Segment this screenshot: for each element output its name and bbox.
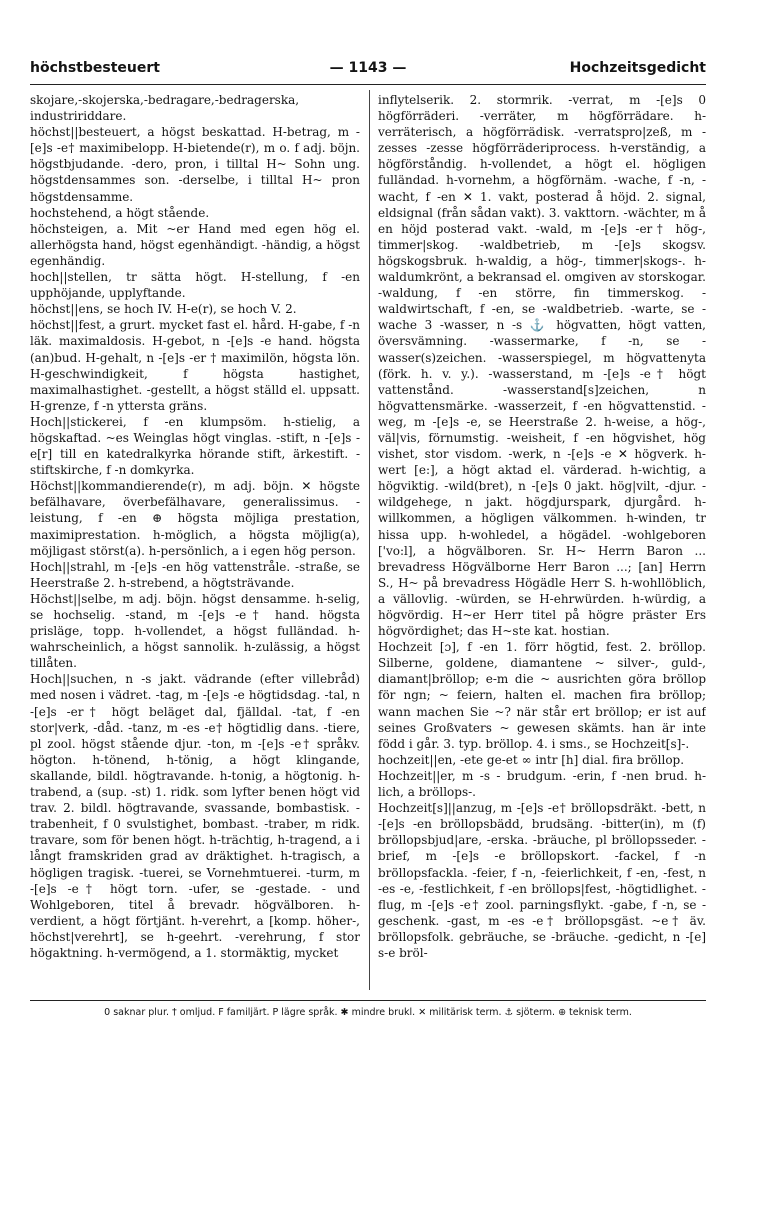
dictionary-entry: Hoch||suchen, n -s jakt. vädrande (efter villebråd) med nosen i vädret. -tag, m -[e]s -e högtidsdag. -tal, n -[e]s -er† högt beläget dal, fjälldal. -tat, f -en stor|verk, -dåd. -tanz, m -es -e† högtidlig dans. -tiere, pl zool. högst stående djur. -ton, m -[e]s -e† språkv. högton. h-tönend, h-tönig, a högt klingande, skallande, bildl. högtravande. h-tonig, a högtonig. h-trabend, a (sup. -st) 1. ridk. som lyfter benen högt vid trav. 2. bildl. högtravande, svassande, bombastisk. -trabenheit, f 0 svulstighet, bombast. -traber, m ridk. travare, som för benen högt. h-trächtig, h-tragend, a i långt framskriden grad av dräktighet. h-tragisch, a högligen tragisk. -tuerei, se Vornehmtuerei. -turm, m -[e]s -e† högt torn. -ufer, se -gestade. - und Wohlgeboren, titel å brevadr. högvälboren. h-verdient, a högt förtjänt. h-verehrt, a [komp. höher-, höchst|verehrt], se h-geehrt. -verehrung, f stor högaktning. h-vermögend, a 1. stormäktig, mycket (30, 672, 360, 960)
dictionary-entry: skojare,-skojerska,-bedragare,-bedragerska, industririddare. (30, 93, 300, 124)
dictionary-entry: hoch||stellen, tr sätta högt. H-stellung, f -en upphöjande, upplyftande. (30, 270, 360, 301)
dictionary-entry: hochzeit||en, -ete ge-et ∞ intr [h] dial. fira bröllop. (378, 752, 685, 767)
dictionary-entry: Höchst||selbe, m adj. böjn. högst densamme. h-selig, se hochselig. -stand, m -[e]s -e† hand. högsta prisläge, topp. h-vollendet, a högst fulländad. h-wahrscheinlich, a högst sannolik. h-zulässig, a högst tillåten. (30, 591, 360, 671)
page-number: — 1143 — (329, 60, 407, 76)
dictionary-entry: Hoch||strahl, m -[e]s -en hög vattenstråle. -straße, se Heerstraße 2. h-strebend, a högtsträvande. (30, 559, 360, 590)
dictionary-entry: hochstehend, a högt stående. (30, 205, 210, 220)
dictionary-entry: Höchst||kommandierende(r), m adj. böjn. ✕ högste befälhavare, överbefälhavare, generalissimus. -leistung, f -en ⊕ högsta möjliga prestation, maximiprestation. h-möglich, a högsta möjlig(a), möjligast störst(a). h-persönlich, a i egen hög person. (30, 479, 360, 558)
header-left-guideword: höchstbesteuert (30, 60, 160, 76)
page-header (30, 60, 706, 82)
dictionary-entry: Hoch||stickerei, f -en klumpsöm. h-stielig, a högskaftad. ~es Weinglas högt vinglas. -stift, n -[e]s -e[r] till en katedralkyrka hörande stift, ärkestift. -stiftskirche, f -n domkyrka. (30, 414, 360, 478)
header-right-guideword: Hochzeitsgedicht (569, 60, 706, 76)
column-divider (369, 90, 370, 990)
dictionary-entry: inflytelserik. 2. stormrik. -verrat, m -[e]s 0 högförräderi. -verräter, m högförrädare. h-verräterisch, a högförrädisk. -verratspro|zeß, m -zesses -zesse högförräderiprocess. h-verständig, a högförståndig. h-vollendet, a högt el. högligen fulländad. h-vornehm, a högförnäm. -wache, f -n, -wacht, f -en ✕ 1. vakt, posterad å höjd. 2. signal, eldsignal (från sådan vakt). 3. vakttorn. -wächter, m å en höjd posterad vakt. -wald, m -[e]s -er† hög-, timmer|skog. -waldbetrieb, m -[e]s skogsv. högskogsbruk. h-waldig, a hög-, timmer|skogs-. h-waldumkrönt, a bekransad el. omgiven av storskogar. -waldung, f -en större, fin timmerskog. -waldwirtschaft, f -en, se -waldbetrieb. -warte, se -wache 3 -wasser, n -s ⚓ högvatten, högt vatten, översvämning. -wassermarke, f -n, se -wasser(s)zeichen. -wasserspiegel, m högvattenyta (förk. h. v. y.). -wasserstand, m -[e]s -e† högt vattenstånd. -wasserstand[s]zeichen, n högvattensmärke. -wasserzeit, f -en högvattenstid. -weg, m -[e]s -e, se Heerstraße 2. h-weise, a hög-, väl|vis, förnumstig. -weisheit, f -en högvishet, hög vishet, stor visdom. -werk, n -[e]s -e ✕ högverk. h-wert [e:], a högt aktad el. värderad. h-wichtig, a högviktig. -wild(bret), n -[e]s 0 jakt. hög|vilt, -djur. -wildgehege, n jakt. högdjurspark, djurgård. h-willkommen, a högligen välkommen. h-winden, tr hissa upp. h-wohledel, a högädel. -wohlgeboren ['vo:l], a högvälboren. Sr. H~ Herrn Baron ... brevadress Högvälborne Herr Baron ...; [an] Herrn S., H~ på brevadress Högädle Herr S. h-wohllöblich, a vällovlig. -würden, se H-ehrwürden. h-würdig, a högvördig. H~er Herr titel på högre präster Ers högvördighet; das H~ste kat. hostian. (378, 93, 706, 639)
header-rule (30, 84, 706, 85)
dictionary-entry: höchst||besteuert, a högst beskattad. H-betrag, m -[e]s -e† maximibelopp. H-bietende(r), m o. f adj. böjn. högstbjudande. -dero, pron, i tilltal H~ Sohn ung. högstdensammes son. -derselbe, i tilltal H~ pron högstdensamme. (30, 125, 360, 204)
dictionary-entry: höchst||fest, a grurt. mycket fast el. hård. H-gabe, f -n läk. maximaldosis. H-gebot, n -[e]s -e hand. högsta (an)bud. H-gehalt, n -[e]s -er † maximilön, högsta lön. H-geschwindigkeit, f högsta hastighet, maximalhastighet. -gestellt, a högst ställd el. uppsatt. H-grenze, f -n yttersta gräns. (30, 318, 360, 413)
dictionary-entry: Hochzeit||er, m -s - brudgum. -erin, f -nen brud. h-lich, a bröllops-. (378, 768, 706, 800)
dictionary-entry: höchsteigen, a. Mit ~er Hand med egen hög el. allerhögsta hand, högst egenhändigt. -händig, a högst egenhändig. (30, 221, 360, 268)
right-column (378, 92, 706, 992)
footer-rule (30, 1000, 706, 1001)
dictionary-entry: Hochzeit [ɔ], f -en 1. förr högtid, fest. 2. bröllop. Silberne, goldene, diamantene ~ silver-, guld-, diamant|bröllop; e-m die ~ ausrichten göra bröllop för ngn; ~ feiern, halten el. machen fira bröllop; wann machen Sie ~? när står ert bröllop; er ist auf seines Großvaters ~ gewesen skämts. han är inte född i går. 3. typ. bröllop. 4. i sms., se Hochzeit[s]-. (378, 640, 706, 751)
abbreviation-legend: 0 saknar plur. † omljud. F familjärt. P lägre språk. ✱ mindre brukl. ✕ militärisk term. ⚓ sjöterm. ⊕ teknisk term. (104, 1007, 632, 1018)
dictionary-entry: Hochzeit[s]||anzug, m -[e]s -e† bröllopsdräkt. -bett, n -[e]s -en bröllopsbädd, brudsäng. -bitter(in), m (f) bröllopsbjud|are, -erska. -bräuche, pl bröllopsseder. -brief, m -[e]s -e bröllopskort. -fackel, f -n bröllopsfackla. -feier, f -n, -feierlichkeit, f -en, -fest, n -es -e, -festlichkeit, f -en bröllops|fest, -högtidlighet. -flug, m -[e]s -e† zool. parningsflykt. -gabe, f -n, se -geschenk. -gast, m -es -e† bröllopsgäst. ~e† äv. bröllopsfolk. gebräuche, se -bräuche. -gedicht, n -[e] s-e bröl- (378, 801, 706, 960)
dictionary-entry: höchst||ens, se hoch IV. H-e(r), se hoch V. 2. (30, 302, 297, 317)
left-column (30, 92, 360, 992)
